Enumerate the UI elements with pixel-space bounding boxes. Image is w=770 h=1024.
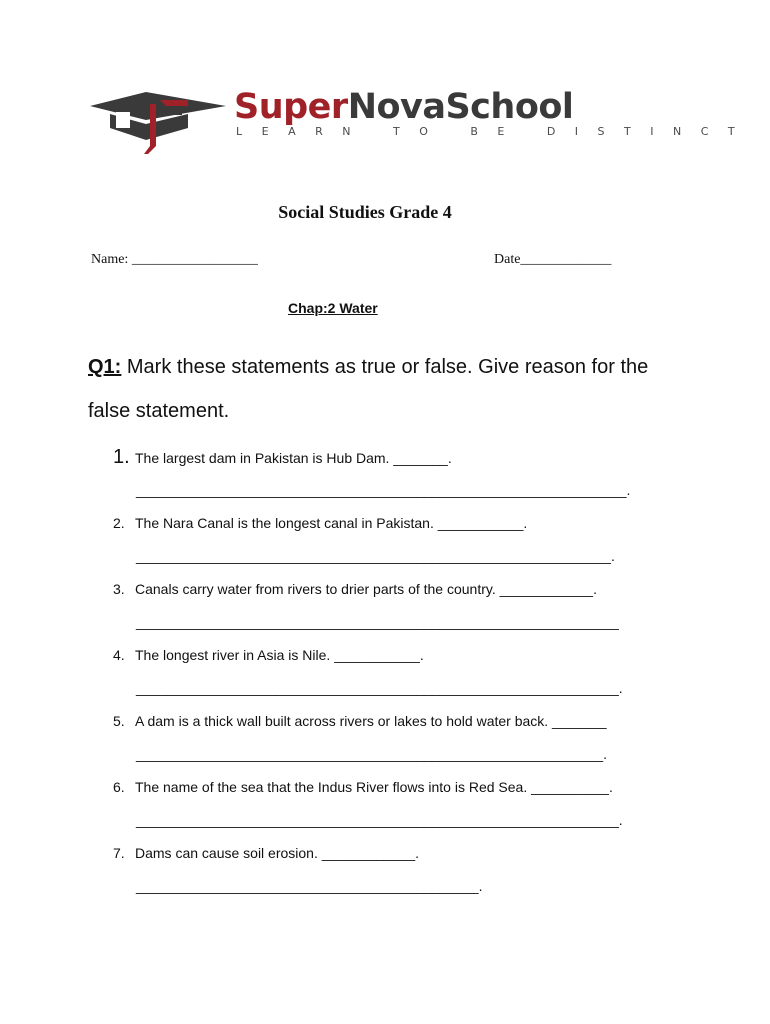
item-number: 6. xyxy=(113,779,125,795)
item-statement: Dams can cause soil erosion. ____________. xyxy=(135,845,420,861)
list-item xyxy=(113,581,597,597)
answer-line: ______________________________________________________________ xyxy=(136,614,619,630)
list-item xyxy=(113,779,613,795)
item-statement: Canals carry water from rivers to drier parts of the country. ____________. xyxy=(135,581,597,597)
question-number: Q1: xyxy=(88,356,122,378)
answer-line: _____________________________________________________________. xyxy=(136,548,615,564)
logo-brand-super: Super xyxy=(234,87,348,127)
school-logo xyxy=(88,84,755,154)
answer-line: _______________________________________________________________. xyxy=(136,482,631,498)
logo-tagline: LEARN TO BE DISTINCT xyxy=(236,125,755,138)
item-number: 2. xyxy=(113,515,125,531)
date-field-label: Date_____________ xyxy=(494,252,612,267)
worksheet-title-text: Social Studies Grade 4 xyxy=(278,202,452,222)
answer-line: ______________________________________________________________. xyxy=(136,680,623,696)
logo-emblem-icon xyxy=(88,84,228,154)
item-statement: A dam is a thick wall built across rivers or lakes to hold water back. _______ xyxy=(135,713,607,729)
name-field-label: Name: __________________ xyxy=(91,252,258,267)
item-number: 1. xyxy=(113,446,130,468)
list-item xyxy=(113,515,527,531)
item-statement: The longest river in Asia is Nile. ___________. xyxy=(135,647,424,663)
item-number: 4. xyxy=(113,647,125,663)
answer-line: ____________________________________________. xyxy=(136,878,483,894)
item-number: 3. xyxy=(113,581,125,597)
chapter-heading: Chap:2 Water xyxy=(288,300,378,316)
worksheet-title xyxy=(0,202,730,223)
question-text: Mark these statements as true or false. Give reason for the false statement. xyxy=(88,356,649,422)
logo-brand-rest: NovaSchool xyxy=(347,87,574,127)
list-item xyxy=(113,647,424,663)
item-statement: The name of the sea that the Indus River flows into is Red Sea. __________. xyxy=(135,779,613,795)
question-heading xyxy=(88,345,688,433)
list-item xyxy=(113,446,452,469)
list-item xyxy=(113,845,419,861)
logo-brand-name xyxy=(234,87,574,127)
item-statement: The largest dam in Pakistan is Hub Dam. _______. xyxy=(135,450,452,466)
item-number: 5. xyxy=(113,713,125,729)
item-number: 7. xyxy=(113,845,125,861)
list-item xyxy=(113,713,607,729)
answer-line: ______________________________________________________________. xyxy=(136,812,623,828)
answer-line: ____________________________________________________________. xyxy=(136,746,608,762)
item-statement: The Nara Canal is the longest canal in Pakistan. ___________. xyxy=(135,515,528,531)
